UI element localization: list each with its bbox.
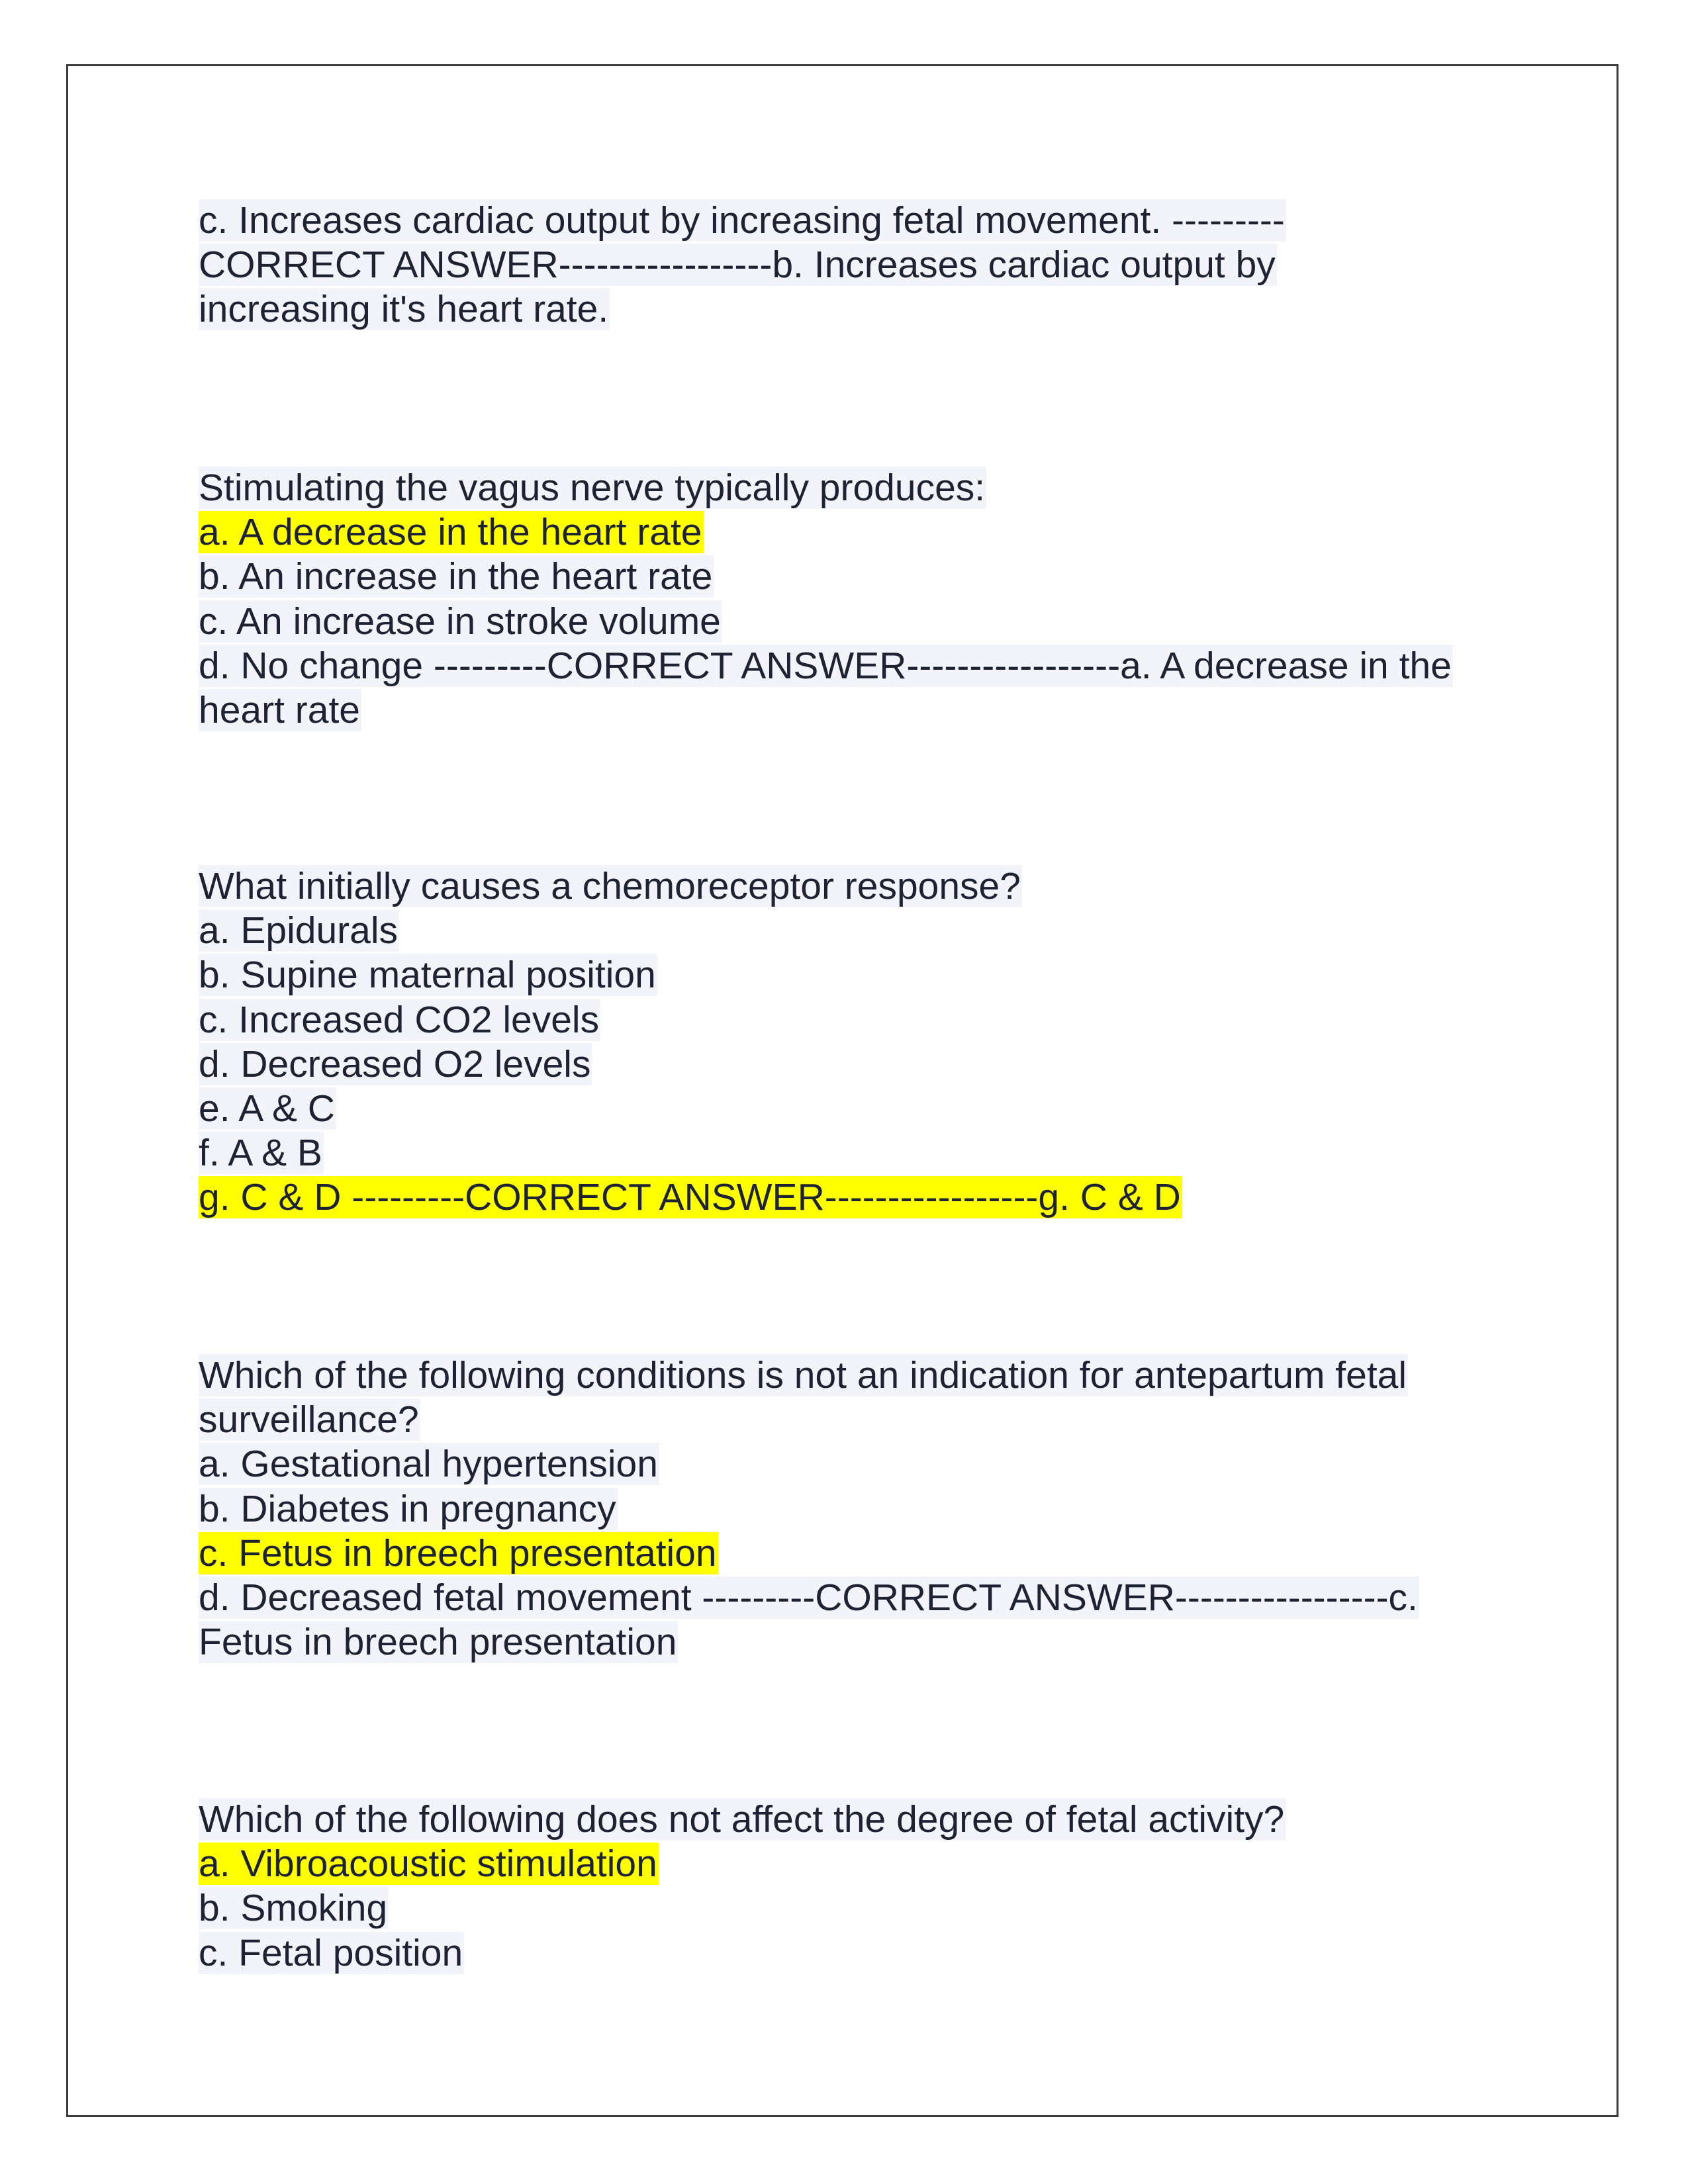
option-line-highlighted: c. Fetus in breech presentation — [199, 1531, 717, 1574]
answer-line: increasing it's heart rate. — [199, 288, 609, 331]
option-line: b. Smoking — [199, 1887, 388, 1930]
option-line: a. Gestational hypertension — [199, 1443, 658, 1486]
answer-line-highlighted: g. C & D ---------CORRECT ANSWER-----------------g. C & D — [199, 1176, 1181, 1219]
question-block-4 — [199, 1353, 1509, 1664]
question-text: surveillance? — [199, 1398, 419, 1441]
option-line: d. Decreased O2 levels — [199, 1042, 591, 1085]
option-line-highlighted: a. A decrease in the heart rate — [199, 511, 702, 554]
question-text: Which of the following does not affect the degree of fetal activity? — [199, 1798, 1285, 1841]
option-line: e. A & C — [199, 1087, 335, 1130]
question-text: Which of the following conditions is not an indication for antepartum fetal — [199, 1354, 1407, 1396]
answer-line: d. No change ---------CORRECT ANSWER-----------------a. A decrease in the — [199, 644, 1452, 687]
question-text: Stimulating the vagus nerve typically produces: — [199, 467, 986, 509]
option-line: c. An increase in stroke volume — [199, 600, 721, 643]
option-line: f. A & B — [199, 1132, 322, 1175]
option-line: c. Increased CO2 levels — [199, 998, 600, 1041]
answer-line: heart rate — [199, 688, 360, 731]
answer-line: Fetus in breech presentation — [199, 1621, 677, 1664]
answer-line: c. Increases cardiac output by increasing fetal movement. --------- — [199, 199, 1285, 242]
option-line: b. Supine maternal position — [199, 954, 656, 997]
answer-line: d. Decreased fetal movement ---------CORRECT ANSWER-----------------c. — [199, 1576, 1418, 1619]
option-line: a. Epidurals — [199, 909, 399, 952]
question-block-5 — [199, 1797, 1509, 1976]
question-text: What initially causes a chemoreceptor response? — [199, 865, 1021, 907]
answer-line: CORRECT ANSWER-----------------b. Increases cardiac output by — [199, 244, 1276, 287]
question-block-3 — [199, 864, 1509, 1220]
question-block-1 — [199, 199, 1509, 332]
option-line: b. An increase in the heart rate — [199, 555, 713, 598]
question-block-2 — [199, 466, 1509, 733]
option-line: b. Diabetes in pregnancy — [199, 1487, 616, 1530]
option-line-highlighted: a. Vibroacoustic stimulation — [199, 1843, 657, 1886]
option-line: c. Fetal position — [199, 1931, 463, 1974]
